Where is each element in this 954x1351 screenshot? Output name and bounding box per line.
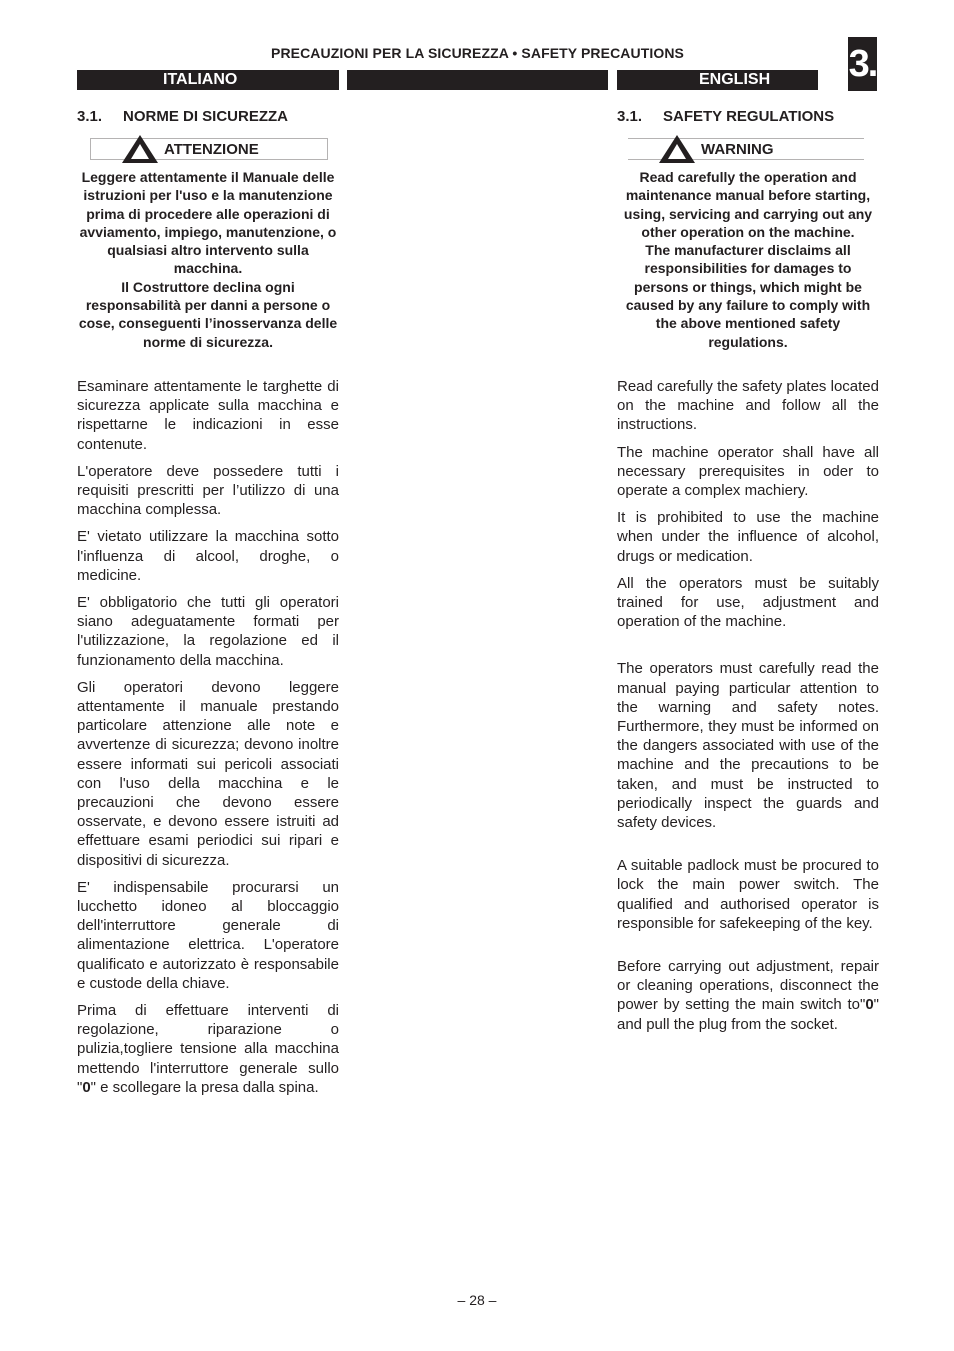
warning-triangle-icon (121, 134, 159, 164)
warning-paragraph: Il Costruttore declina ogni responsabilità per danni a persone o cose, conseguenti l’inosservanza delle norme di sicurezza. (78, 278, 338, 350)
page-header-title: PRECAUZIONI PER LA SICUREZZA • SAFETY PRECAUTIONS (271, 45, 684, 61)
body-paragraph: Before carrying out adjustment, repair or cleaning operations, disconnect the power by setting the main switch to"0" and pull the plug from the socket. (617, 958, 879, 1033)
chapter-number: 3. (848, 37, 877, 91)
section-heading-english (617, 108, 879, 126)
body-paragraph: Gli operatori devono leggere attentamente il manuale prestando particolare attenzione alle note e avvertenze di sicurezza; devono inoltre essere informati sui pericoli associati con l'uso della macchina e le precauzioni che devono essere osservate, e devono essere istruiti ad effettuare esami periodici sui ripari e dispositivi di sicurezza. (77, 678, 339, 869)
section-title: SAFETY REGULATIONS (663, 108, 835, 125)
body-paragraph: The operators must carefully read the manual paying particular attention to the warning and safety notes. Furthermore, they must be informed on the dangers associated with use of the machine and the precautions to be taken, and must be instructed to periodically inspect the guards and safety devices. (617, 660, 879, 832)
warning-paragraph: Leggere attentamente il Manuale delle istruzioni per l'uso e la manutenzione prima di procedere alle operazioni di avviamento, impiego, manutenzione, o qualsiasi altro intervento sulla macchina. (79, 169, 337, 277)
language-bar-divider (347, 70, 608, 90)
italian-column (77, 108, 339, 1097)
body-paragraph: All the operators must be suitably trained for use, adjustment and operation of the machine. (617, 574, 879, 631)
body-paragraph: Esaminare attentamente le targhette di sicurezza applicate sulla macchina e rispettarne le indicazioni in esse contenute. (77, 377, 339, 453)
warning-text-italian (77, 168, 339, 351)
page-number: – 28 – (457, 1292, 497, 1308)
body-paragraph: E' obbligatorio che tutti gli operatori siano adeguatamente formati per l'utilizzazione, la regolazione ed il funzionamento della macchina. (77, 594, 339, 669)
warning-text-english (617, 168, 879, 351)
body-paragraph: The machine operator shall have all necessary prerequisites in oder to operate a complex machiery. (617, 443, 879, 499)
warning-paragraph: The manufacturer disclaims all responsibilities for damages to persons or things, which might be caused by any failure to comply with the above mentioned safety regulations. (625, 242, 871, 350)
body-text-english (617, 377, 879, 1034)
body-paragraph: Read carefully the safety plates located on the machine and follow all the instructions. (617, 377, 879, 434)
body-text-italian (77, 377, 339, 1097)
warning-label: ATTENZIONE (164, 141, 259, 158)
body-paragraph: Prima di effettuare interventi di regolazione, riparazione o pulizia,togliere tensione alla macchina mettendo l'interruttore generale sullo "0" e scollegare la presa dalla spina. (77, 1002, 339, 1096)
warning-box-english (628, 138, 864, 160)
section-number: 3.1. (77, 108, 103, 125)
section-number: 3.1. (617, 108, 643, 125)
language-bar-italian: ITALIANO (77, 70, 339, 90)
english-column (617, 108, 879, 1034)
warning-paragraph: Read carefully the operation and maintenance manual before starting, using, servicing and carrying out any other operation on the machine. (623, 169, 873, 240)
language-bar-english: ENGLISH (617, 70, 818, 90)
body-paragraph: L'operatore deve possedere tutti i requisiti prescritti per l’utilizzo di una macchina complessa. (77, 462, 339, 519)
warning-label: WARNING (701, 141, 774, 158)
warning-triangle-icon (658, 134, 696, 164)
body-paragraph: It is prohibited to use the machine when under the influence of alcohol, drugs or medication. (617, 509, 879, 565)
section-title: NORME DI SICUREZZA (123, 108, 288, 125)
warning-box-italian (90, 138, 328, 160)
section-heading-italian (77, 108, 339, 126)
body-paragraph: E' indispensabile procurarsi un lucchetto idoneo al bloccaggio dell'interruttore generale di alimentazione elettrica. L'operatore qualificato e autorizzato è responsabile e custode della chiave. (77, 878, 339, 992)
body-paragraph: A suitable padlock must be procured to lock the main power switch. The qualified and authorised operator is responsible for safekeeping of the key. (617, 857, 879, 932)
body-paragraph: E' vietato utilizzare la macchina sotto l'influenza di alcool, droghe, o medicine. (77, 528, 339, 584)
